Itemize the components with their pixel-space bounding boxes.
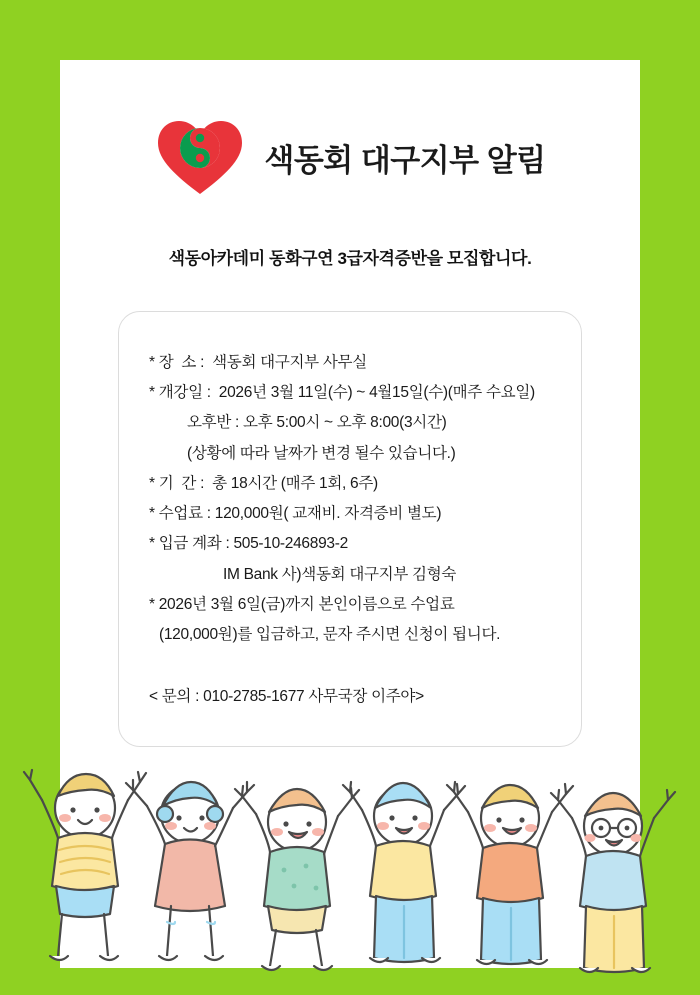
info-line: IM Bank 사)색동회 대구지부 김형숙 bbox=[223, 565, 457, 583]
course-info-card bbox=[118, 311, 582, 747]
info-line: 오후반 : 오후 5:00시 ~ 오후 8:00(3시간) bbox=[187, 414, 447, 432]
info-line: * 기 간 : 총 18시간 (매주 1회, 6주) bbox=[149, 474, 378, 492]
info-line: * 수업료 : 120,000원( 교재비. 자격증비 별도) bbox=[149, 505, 442, 523]
info-line: (120,000원)를 입금하고, 문자 주시면 신청이 됩니다. bbox=[159, 625, 501, 643]
contact-line: < 문의 : 010-2785-1677 사무국장 이주야> bbox=[149, 688, 424, 706]
info-line: * 2026년 3월 6일(금)까지 본인이름으로 수업료 bbox=[149, 595, 455, 613]
poster-header bbox=[60, 118, 640, 196]
page-title: 색동회 대구지부 알림 bbox=[264, 142, 546, 178]
info-line: (상황에 따라 날짜가 변경 될수 있습니다.) bbox=[187, 444, 456, 462]
saekdonghoe-heart-logo-icon bbox=[154, 118, 246, 196]
info-line: * 개강일 : 2026년 3월 11일(수) ~ 4월15일(수)(매주 수요일) bbox=[149, 384, 535, 402]
cheering-children-illustration bbox=[0, 760, 700, 990]
info-line: * 입금 계좌 : 505-10-246893-2 bbox=[149, 535, 348, 553]
poster-subtitle: 색동아카데미 동화구연 3급자격증반을 모집합니다. bbox=[168, 249, 532, 268]
info-line: * 장 소 : 색동회 대구지부 사무실 bbox=[149, 354, 367, 371]
